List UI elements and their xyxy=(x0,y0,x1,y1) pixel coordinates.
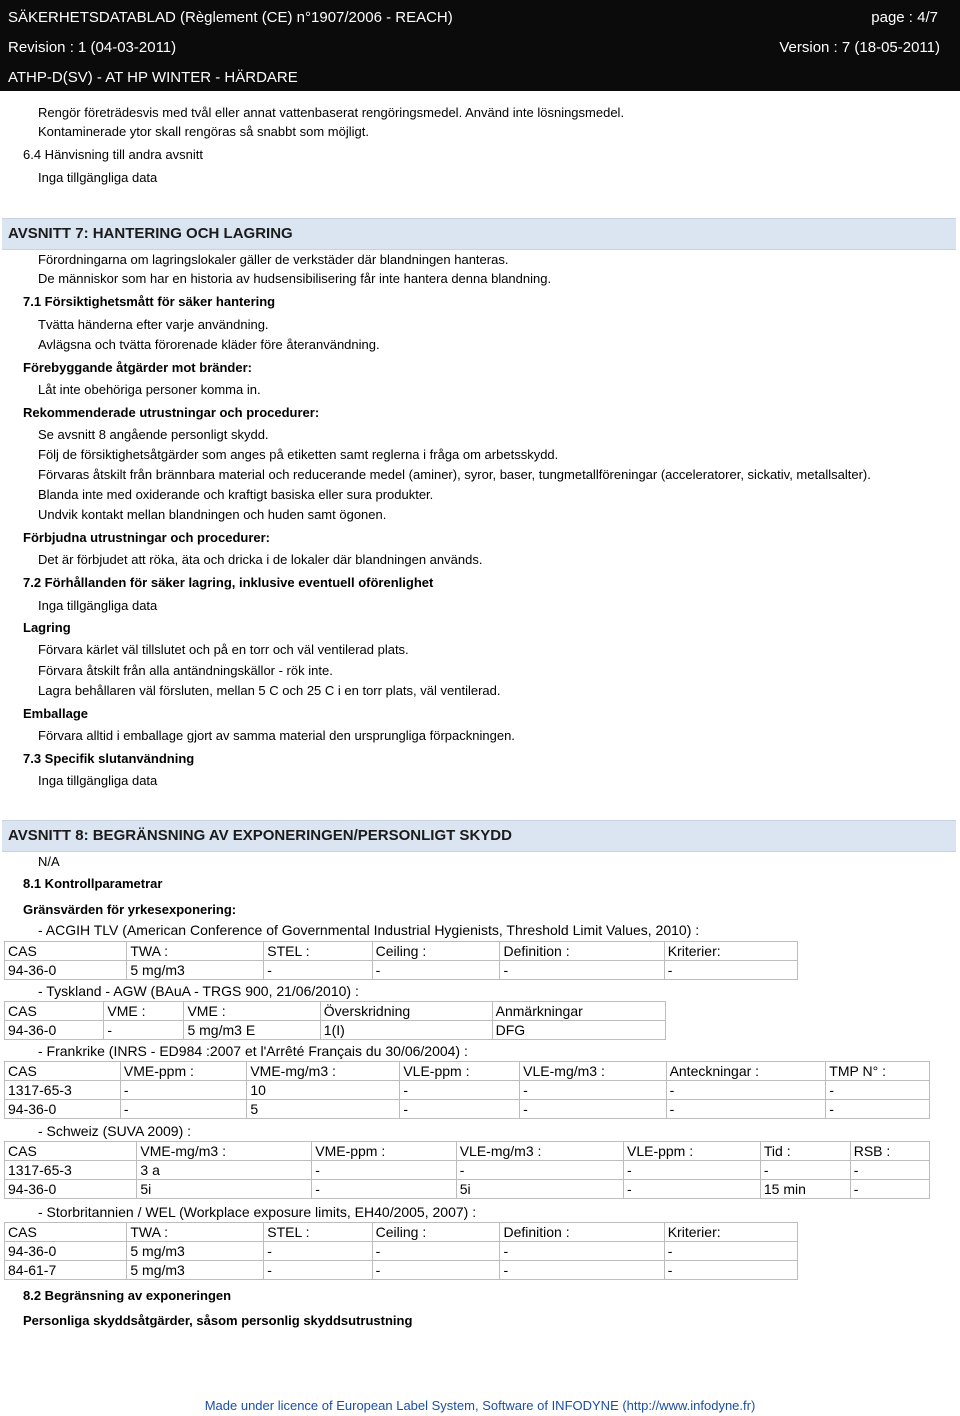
table-cell: VME-mg/m3 : xyxy=(137,1142,312,1161)
agw-table xyxy=(4,1001,666,1040)
table-cell: TWA : xyxy=(127,1223,264,1242)
table-header-row xyxy=(5,1002,666,1021)
agw-caption: - Tyskland - AGW (BAuA - TRGS 900, 21/06/2010) : xyxy=(38,983,359,999)
table-row xyxy=(5,1180,930,1199)
table-cell: Kriterier: xyxy=(664,942,797,961)
table-cell: - xyxy=(520,1100,666,1119)
table-cell: STEL : xyxy=(264,942,372,961)
sec6-line2: Kontaminerade ytor skall rengöras så snabbt som möjligt. xyxy=(38,124,369,139)
rec-line4: Blanda inte med oxiderande och kraftigt basiska eller sura produkter. xyxy=(38,487,434,502)
table-cell: TMP N° : xyxy=(826,1062,930,1081)
table-cell: 1317-65-3 xyxy=(5,1161,137,1180)
document-header xyxy=(0,0,960,91)
table-cell: - xyxy=(520,1081,666,1100)
forbidden-line1: Det är förbjudet att röka, äta och dricka i de lokaler där blandningen används. xyxy=(38,552,483,567)
table-cell: - xyxy=(264,961,372,980)
occupational-limits-heading: Gränsvärden för yrkesexponering: xyxy=(23,902,237,917)
table-header-row xyxy=(5,1223,798,1242)
table-cell: 94-36-0 xyxy=(5,961,127,980)
section-8-title-bar xyxy=(2,820,956,852)
table-row xyxy=(5,1242,798,1261)
suva-caption: - Schweiz (SUVA 2009) : xyxy=(38,1123,192,1139)
table-cell: CAS xyxy=(5,1062,121,1081)
rec-line3: Förvaras åtskilt från brännbara material och reducerande medel (aminer), syror, baser, tungmetallföreningar (acceleratorer, sickativ, metallsalter). xyxy=(38,467,871,482)
table-cell: Definition : xyxy=(500,942,664,961)
table-cell: VLE-ppm : xyxy=(400,1062,520,1081)
storage-line3: Lagra behållaren väl försluten, mellan 5 C och 25 C i en torr plats, väl ventilerad. xyxy=(38,683,501,698)
subsection-6-4-text: Inga tillgängliga data xyxy=(38,170,158,185)
table-cell: - xyxy=(400,1081,520,1100)
revision-label: Revision : 1 (04-03-2011) xyxy=(8,39,177,56)
table-cell: Anteckningar : xyxy=(666,1062,826,1081)
table-cell: VME-ppm : xyxy=(120,1062,246,1081)
table-cell: STEL : xyxy=(264,1223,372,1242)
acgih-caption: - ACGIH TLV (American Conference of Governmental Industrial Hygienists, Threshold Limit Values, 2010) : xyxy=(38,922,700,938)
table-row xyxy=(5,1021,666,1040)
table-cell: VLE-ppm : xyxy=(623,1142,760,1161)
table-cell: 94-36-0 xyxy=(5,1180,137,1199)
table-cell: VLE-mg/m3 : xyxy=(520,1062,666,1081)
table-cell: Tid : xyxy=(760,1142,850,1161)
sec6-line1: Rengör företrädesvis med tvål eller annat vattenbaserat rengöringsmedel. Använd inte lösningsmedel. xyxy=(38,105,625,120)
table-cell: 94-36-0 xyxy=(5,1100,121,1119)
subsection-6-4-heading: 6.4 Hänvisning till andra avsnitt xyxy=(23,147,203,162)
table-cell: - xyxy=(826,1081,930,1100)
sec8-na: N/A xyxy=(38,854,60,869)
sec7-intro-2: De människor som har en historia av hudsensibilisering får inte hantera denna blandning. xyxy=(38,271,552,286)
table-cell: 84-61-7 xyxy=(5,1261,127,1280)
subsection-7-1-heading: 7.1 Försiktighetsmått för säker hantering xyxy=(23,294,276,309)
table-cell: VME : xyxy=(184,1002,320,1021)
table-row xyxy=(5,961,798,980)
table-cell: Ceiling : xyxy=(372,1223,500,1242)
table-cell: - xyxy=(500,1261,664,1280)
table-header-row xyxy=(5,1142,930,1161)
table-cell: - xyxy=(826,1100,930,1119)
footer-credit xyxy=(0,1398,960,1413)
footer-link[interactable]: Made under licence of European Label System, Software of INFODYNE (http://www.infodyne.fr) xyxy=(204,1398,756,1413)
table-header-row xyxy=(5,942,798,961)
table-cell: - xyxy=(500,961,664,980)
section-7-title: AVSNITT 7: HANTERING OCH LAGRING xyxy=(8,225,293,242)
subsection-7-3-heading: 7.3 Specifik slutanvändning xyxy=(23,751,195,766)
table-cell: Ceiling : xyxy=(372,942,500,961)
storage-line1: Förvara kärlet väl tillslutet och på en torr och väl ventilerad plats. xyxy=(38,642,409,657)
rec-line5: Undvik kontakt mellan blandningen och huden samt ögonen. xyxy=(38,507,387,522)
table-cell: 5 mg/m3 xyxy=(127,961,264,980)
table-cell: VME : xyxy=(104,1002,184,1021)
sec7-1-line2: Avlägsna och tvätta förorenade kläder före återanvändning. xyxy=(38,337,380,352)
table-cell: 5i xyxy=(456,1180,623,1199)
table-cell: CAS xyxy=(5,1142,137,1161)
subsection-8-1-heading: 8.1 Kontrollparametrar xyxy=(23,876,163,891)
acgih-table xyxy=(4,941,798,980)
table-cell: - xyxy=(666,1081,826,1100)
table-row xyxy=(5,1261,798,1280)
suva-table xyxy=(4,1141,930,1199)
wel-caption: - Storbritannien / WEL (Workplace exposure limits, EH40/2005, 2007) : xyxy=(38,1204,477,1220)
product-name: ATHP-D(SV) - AT HP WINTER - HÄRDARE xyxy=(8,69,298,86)
table-cell: 5 xyxy=(247,1100,400,1119)
subsection-8-2-heading: 8.2 Begränsning av exponeringen xyxy=(23,1288,232,1303)
table-cell: - xyxy=(666,1100,826,1119)
fire-prevention-heading: Förebyggande åtgärder mot bränder: xyxy=(23,360,252,375)
table-cell: - xyxy=(372,961,500,980)
page-number: page : 4/7 xyxy=(871,9,938,26)
table-cell: - xyxy=(264,1261,372,1280)
packaging-line1: Förvara alltid i emballage gjort av samma material den ursprungliga förpackningen. xyxy=(38,728,515,743)
recommended-procedures-heading: Rekommenderade utrustningar och procedurer: xyxy=(23,405,320,420)
table-cell: VLE-mg/m3 : xyxy=(456,1142,623,1161)
table-row xyxy=(5,1100,930,1119)
forbidden-procedures-heading: Förbjudna utrustningar och procedurer: xyxy=(23,530,271,545)
table-cell: Definition : xyxy=(500,1223,664,1242)
rec-line2: Följ de försiktighetsåtgärder som anges på etiketten samt reglerna i fråga om arbetsskydd. xyxy=(38,447,559,462)
table-cell: - xyxy=(312,1180,456,1199)
table-cell: 94-36-0 xyxy=(5,1242,127,1261)
table-cell: Kriterier: xyxy=(664,1223,797,1242)
table-cell: DFG xyxy=(492,1021,665,1040)
storage-line2: Förvara åtskilt från alla antändningskällor - rök inte. xyxy=(38,663,333,678)
packaging-heading: Emballage xyxy=(23,706,89,721)
version-label: Version : 7 (18-05-2011) xyxy=(779,39,940,56)
table-cell: - xyxy=(400,1100,520,1119)
inrs-caption: - Frankrike (INRS - ED984 :2007 et l'Arrêté Français du 30/06/2004) : xyxy=(38,1043,468,1059)
table-cell: Överskridning xyxy=(320,1002,492,1021)
table-row xyxy=(5,1161,930,1180)
inrs-table xyxy=(4,1061,930,1119)
subsection-7-3-text: Inga tillgängliga data xyxy=(38,773,158,788)
table-cell: - xyxy=(312,1161,456,1180)
table-cell: - xyxy=(664,961,797,980)
table-cell: CAS xyxy=(5,942,127,961)
table-cell: CAS xyxy=(5,1002,104,1021)
table-cell: RSB : xyxy=(850,1142,929,1161)
storage-heading: Lagring xyxy=(23,620,71,635)
table-cell: 1317-65-3 xyxy=(5,1081,121,1100)
table-cell: 5 mg/m3 xyxy=(127,1261,264,1280)
table-row xyxy=(5,1081,930,1100)
table-cell: 3 a xyxy=(137,1161,312,1180)
table-cell: - xyxy=(623,1180,760,1199)
wel-table xyxy=(4,1222,798,1280)
table-cell: 94-36-0 xyxy=(5,1021,104,1040)
table-cell: - xyxy=(372,1261,500,1280)
table-cell: - xyxy=(623,1161,760,1180)
table-cell: - xyxy=(500,1242,664,1261)
rec-line1: Se avsnitt 8 angående personligt skydd. xyxy=(38,427,269,442)
section-8-title: AVSNITT 8: BEGRÄNSNING AV EXPONERINGEN/PERSONLIGT SKYDD xyxy=(8,827,512,844)
fire-prevention-line1: Låt inte obehöriga personer komma in. xyxy=(38,382,261,397)
document-title: SÄKERHETSDATABLAD (Règlement (CE) n°1907/2006 - REACH) xyxy=(8,9,453,26)
table-cell: - xyxy=(850,1180,929,1199)
sec7-1-line1: Tvätta händerna efter varje användning. xyxy=(38,317,269,332)
table-cell: 5 mg/m3 E xyxy=(184,1021,320,1040)
table-cell: 5 mg/m3 xyxy=(127,1242,264,1261)
section-7-title-bar xyxy=(2,218,956,250)
table-cell: VME-ppm : xyxy=(312,1142,456,1161)
table-cell: 1(I) xyxy=(320,1021,492,1040)
table-cell: Anmärkningar xyxy=(492,1002,665,1021)
table-cell: 5i xyxy=(137,1180,312,1199)
table-cell: TWA : xyxy=(127,942,264,961)
table-cell: - xyxy=(664,1261,797,1280)
table-cell: - xyxy=(456,1161,623,1180)
subsection-7-2-text: Inga tillgängliga data xyxy=(38,598,158,613)
table-cell: - xyxy=(664,1242,797,1261)
table-cell: - xyxy=(120,1081,246,1100)
table-cell: 10 xyxy=(247,1081,400,1100)
ppe-heading: Personliga skyddsåtgärder, såsom personlig skyddsutrustning xyxy=(23,1313,413,1328)
table-cell: - xyxy=(104,1021,184,1040)
subsection-7-2-heading: 7.2 Förhållanden för säker lagring, inklusive eventuell oförenlighet xyxy=(23,575,434,590)
table-header-row xyxy=(5,1062,930,1081)
table-cell: - xyxy=(850,1161,929,1180)
table-cell: VME-mg/m3 : xyxy=(247,1062,400,1081)
table-cell: 15 min xyxy=(760,1180,850,1199)
sec7-intro-1: Förordningarna om lagringslokaler gäller de verkstäder där blandningen hanteras. xyxy=(38,252,509,267)
table-cell: - xyxy=(120,1100,246,1119)
table-cell: - xyxy=(760,1161,850,1180)
table-cell: CAS xyxy=(5,1223,127,1242)
table-cell: - xyxy=(372,1242,500,1261)
table-cell: - xyxy=(264,1242,372,1261)
